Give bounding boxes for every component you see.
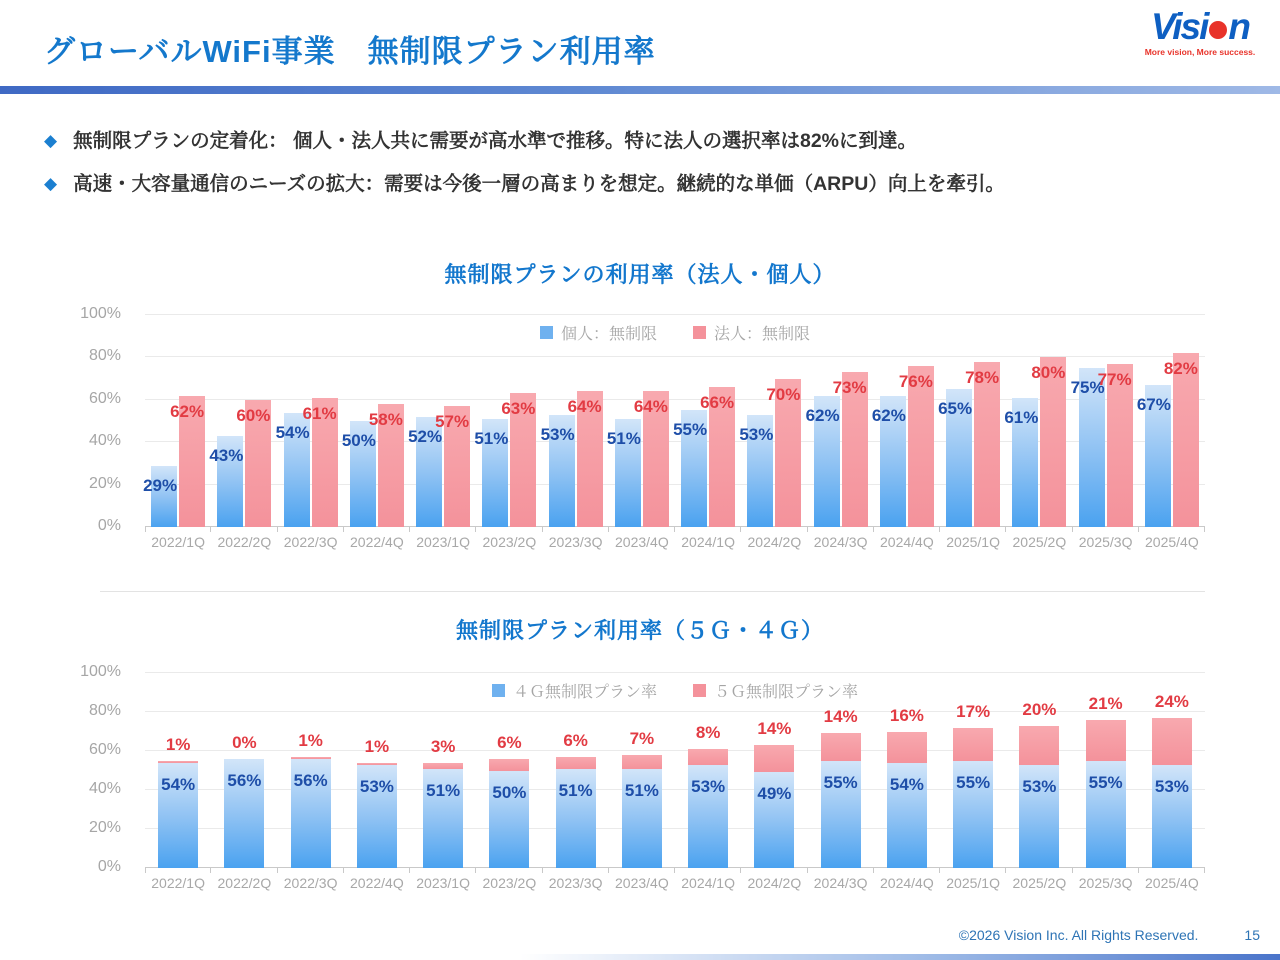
bar-group [410,673,476,868]
bar-group [543,673,609,868]
x-axis-tick [1072,527,1073,532]
x-tick-label: 2023/3Q [548,534,603,550]
data-label-5g: 16% [889,705,924,725]
data-label-corporate: 73% [832,378,867,398]
x-axis-tick [145,868,146,873]
y-tick-label: 60% [88,741,121,758]
bar-5g [489,759,529,771]
data-label-corporate: 66% [700,393,735,413]
bar-corporate [1173,353,1199,527]
data-label-5g: 24% [1154,691,1189,711]
vision-logo-tagline: More vision, More success. [1144,47,1256,57]
x-axis-tick [939,527,940,532]
data-label-5g: 14% [757,719,792,739]
bar-5g [1152,718,1192,765]
data-label-4g: 55% [823,772,858,792]
x-axis-tick [145,527,146,532]
x-tick-label: 2022/3Q [283,534,338,550]
x-tick-label: 2025/2Q [1012,534,1067,550]
data-label-4g: 53% [359,776,394,796]
data-label-4g: 53% [1154,776,1189,796]
chart-unlimited-plan-5g-4g [0,614,1280,934]
bar-5g [158,761,198,763]
data-label-5g: 1% [298,730,323,750]
data-label-individual: 43% [209,445,244,465]
gridline [145,314,1205,315]
x-tick-label: 2023/2Q [482,875,537,891]
y-tick-label: 100% [80,663,121,680]
x-tick-label: 2024/3Q [813,875,868,891]
data-label-individual: 61% [1004,407,1039,427]
x-axis-tick [210,868,211,873]
legend-swatch [693,326,706,339]
chart-title: 無制限プランの利用率（法人・個人） [444,262,836,287]
bar-5g [357,763,397,765]
bar-groups [145,315,1205,527]
x-axis-tick [674,868,675,873]
x-tick-label: 2022/4Q [350,875,404,891]
footer [0,927,1280,943]
data-label-4g: 51% [558,780,593,800]
page-title: グローバルWiFi事業 無制限プラン利用率 [44,34,656,69]
data-label-4g: 49% [757,784,792,804]
x-tick-label: 2023/1Q [416,875,470,891]
data-label-4g: 56% [293,770,328,790]
x-axis-tick [740,527,741,532]
bar-group [609,673,675,868]
data-label-individual: 67% [1136,394,1171,414]
x-tick-label: 2024/4Q [880,534,934,550]
data-label-4g: 56% [227,770,262,790]
legend-item [693,679,858,702]
x-axis-tick [1204,527,1205,532]
bar-group [940,315,1006,527]
data-label-4g: 55% [956,772,991,792]
bullet-item [44,128,1264,154]
x-tick-label: 2025/2Q [1012,875,1067,891]
data-label-5g: 20% [1022,699,1057,719]
plot-area [145,673,1205,868]
bar-group [341,315,410,527]
legend-swatch [693,684,706,697]
bar-group [1006,673,1072,868]
bar-group [145,673,211,868]
x-tick-label: 2022/1Q [151,875,205,891]
data-label-5g: 7% [629,728,655,748]
bar-group [1139,673,1205,868]
bar-5g [754,745,794,772]
x-tick-label: 2023/3Q [548,875,603,891]
chart-unlimited-plan-corp-individual [0,258,1280,588]
data-label-5g: 0% [232,732,257,752]
x-axis-tick [807,868,808,873]
data-label-5g: 6% [497,732,522,752]
data-label-corporate: 61% [302,403,337,423]
data-label-5g: 1% [165,734,191,754]
data-label-individual: 51% [474,428,509,448]
data-label-corporate: 57% [435,412,470,432]
x-axis-tick [409,527,410,532]
data-label-4g: 53% [691,776,726,796]
data-label-corporate: 58% [368,410,403,430]
bar-group [476,673,542,868]
data-label-individual: 53% [739,424,774,444]
x-tick-label: 2023/4Q [615,875,669,891]
x-axis-tick [674,527,675,532]
x-tick-label: 2025/4Q [1145,534,1199,550]
header-divider [0,86,1280,94]
y-tick-label: 40% [88,780,121,797]
x-axis-tick [542,527,543,532]
bar-group [211,673,277,868]
diamond-bullet-icon: ◆ [44,131,58,150]
bar-group [540,315,609,527]
y-tick-label: 20% [88,474,121,492]
legend-label: 個人：無制限 [560,326,657,343]
legend-item [492,679,657,702]
y-tick-label: 100% [80,305,121,322]
x-axis-tick [277,527,278,532]
data-label-5g: 3% [430,736,456,756]
bar-5g [821,733,861,760]
x-axis-tick [608,527,609,532]
bar-group [805,315,874,527]
bullet-text: 無制限プランの定着化： 個人・法人共に需要が高水準で推移。特に法人の選択率は82%に到達。 [73,130,918,152]
legend-label: ５Ｇ無制限プラン率 [714,684,859,701]
x-tick-label: 2022/2Q [217,534,272,550]
bar-group [808,673,874,868]
y-tick-label: 80% [88,347,121,365]
x-tick-label: 2024/1Q [681,534,735,550]
bar-5g [688,749,728,765]
bar-group [741,673,807,868]
data-label-4g: 53% [1022,776,1057,796]
data-label-individual: 55% [673,420,708,440]
bar-5g [622,755,662,769]
bar-group [275,315,344,527]
x-tick-label: 2024/4Q [880,875,934,891]
data-label-4g: 50% [492,782,527,802]
x-tick-label: 2022/1Q [151,534,205,550]
data-label-corporate: 78% [965,367,1000,387]
x-tick-label: 2023/4Q [615,534,669,550]
vision-logo-word [1132,8,1268,45]
y-axis [0,663,133,875]
x-tick-label: 2024/1Q [681,875,735,891]
x-axis-tick [343,527,344,532]
bar-group [476,315,542,527]
x-axis-tick [873,527,874,532]
data-label-4g: 54% [889,774,924,794]
chart-legend [145,679,1205,702]
data-label-corporate: 60% [236,405,271,425]
x-axis-tick [343,868,344,873]
bullet-text: 高速・大容量通信のニーズの拡大：需要は今後一層の高まりを想定。継続的な単価（ARPU）向上を牽引。 [73,173,1005,196]
bar-5g [953,728,993,761]
y-tick-label: 60% [88,389,121,407]
y-tick-label: 40% [88,432,121,450]
x-axis-tick [1204,868,1205,873]
data-label-corporate: 64% [633,397,668,417]
data-label-5g: 14% [823,707,858,727]
legend-item [693,321,810,344]
x-axis-tick [939,868,940,873]
x-tick-label: 2025/3Q [1078,875,1133,891]
bar-group [675,673,741,868]
chart-title: 無制限プラン利用率（５Ｇ・４Ｇ） [455,618,824,643]
bar-5g [1086,720,1126,761]
data-label-individual: 53% [540,424,575,444]
bar-group [211,315,277,527]
data-label-corporate: 76% [898,371,933,391]
x-tick-label: 2022/4Q [350,534,404,550]
data-label-corporate: 63% [501,399,536,419]
bar-group [1073,673,1139,868]
data-label-corporate: 62% [170,401,205,421]
data-label-corporate: 70% [766,384,801,404]
y-tick-label: 0% [97,858,121,875]
bar-group [278,673,344,868]
legend-swatch [492,684,505,697]
data-label-4g: 54% [161,774,196,794]
bar-group [940,673,1006,868]
x-tick-label: 2024/3Q [813,534,868,550]
data-label-4g: 51% [624,780,659,800]
x-tick-label: 2022/2Q [217,875,272,891]
data-label-individual: 51% [606,428,641,448]
bar-group [145,315,211,527]
data-label-5g: 1% [364,736,390,756]
data-label-individual: 75% [1070,378,1105,397]
bar-5g [291,757,331,759]
x-tick-label: 2023/1Q [416,534,470,550]
data-label-5g: 6% [563,730,588,750]
bar-group [1070,315,1139,527]
diamond-bullet-icon: ◆ [44,174,58,194]
data-label-5g: 17% [956,701,991,721]
bar-groups [145,673,1205,868]
x-axis-tick [475,868,476,873]
x-axis-tick [1072,868,1073,873]
x-axis-tick [1005,868,1006,873]
vision-logo-dot-icon [1209,21,1227,39]
y-axis [0,305,133,534]
bar-group [344,673,410,868]
x-axis-tick [210,527,211,532]
y-tick-label: 0% [97,517,121,534]
x-axis [145,534,1205,550]
x-axis-tick [542,868,543,873]
bar-group [871,315,940,527]
y-tick-label: 20% [88,819,121,836]
gridline [145,672,1205,673]
bar-group [1006,315,1072,527]
page-number: 15 [1244,927,1260,943]
legend-label: 法人：無制限 [714,326,811,343]
x-tick-label: 2025/4Q [1145,875,1199,891]
x-axis-tick [409,868,410,873]
data-label-individual: 52% [408,426,443,446]
x-axis-tick [608,868,609,873]
x-tick-label: 2024/2Q [747,875,802,891]
data-label-corporate: 82% [1163,359,1198,379]
bar-group [741,315,807,527]
data-label-5g: 8% [695,723,721,743]
bar-5g [887,732,927,763]
x-axis-tick [1005,527,1006,532]
data-label-4g: 55% [1088,772,1123,792]
y-tick-label: 80% [88,702,121,719]
x-axis [145,875,1205,891]
bar-group [1136,315,1205,527]
x-tick-label: 2025/1Q [946,875,1000,891]
legend-swatch [540,326,553,339]
data-label-individual: 62% [871,405,906,425]
bar-5g [423,763,463,769]
x-tick-label: 2022/3Q [283,875,338,891]
plot-area [145,315,1205,527]
x-tick-label: 2025/3Q [1078,534,1133,550]
x-axis-tick [807,527,808,532]
x-axis-tick [277,868,278,873]
data-label-4g: 51% [426,780,461,800]
data-label-corporate: 64% [567,397,602,417]
bullet-list [44,128,1264,215]
x-axis-tick [475,527,476,532]
data-label-5g: 21% [1088,693,1123,713]
data-label-individual: 65% [938,399,973,419]
section-divider [100,591,1205,592]
bullet-item [44,171,1264,197]
bar-group [410,315,476,527]
bar-5g [1019,726,1059,765]
bar-group [874,673,940,868]
data-label-individual: 50% [341,431,376,450]
copyright-text: ©2026 Vision Inc. All Rights Reserved. [958,927,1199,943]
data-label-individual: 62% [805,405,840,425]
x-axis-tick [740,868,741,873]
data-label-corporate: 77% [1097,369,1132,389]
chart-legend [145,321,1205,344]
data-label-individual: 54% [275,422,310,442]
x-tick-label: 2024/2Q [747,534,802,550]
legend-item [540,321,657,344]
bar-5g [556,757,596,769]
data-label-individual: 29% [143,475,178,495]
vision-logo [1132,8,1268,57]
legend-label: ４Ｇ無制限プラン率 [512,684,657,701]
vision-logo-word-start: Visi [1150,6,1208,47]
data-label-corporate: 80% [1031,363,1066,383]
x-axis-tick [873,868,874,873]
x-tick-label: 2025/1Q [946,534,1000,550]
footer-accent-bar [520,954,1280,960]
x-tick-label: 2023/2Q [482,534,537,550]
x-axis-tick [1138,527,1139,532]
vision-logo-word-end: n [1228,6,1250,47]
x-axis-tick [1138,868,1139,873]
bar-group [675,315,741,527]
